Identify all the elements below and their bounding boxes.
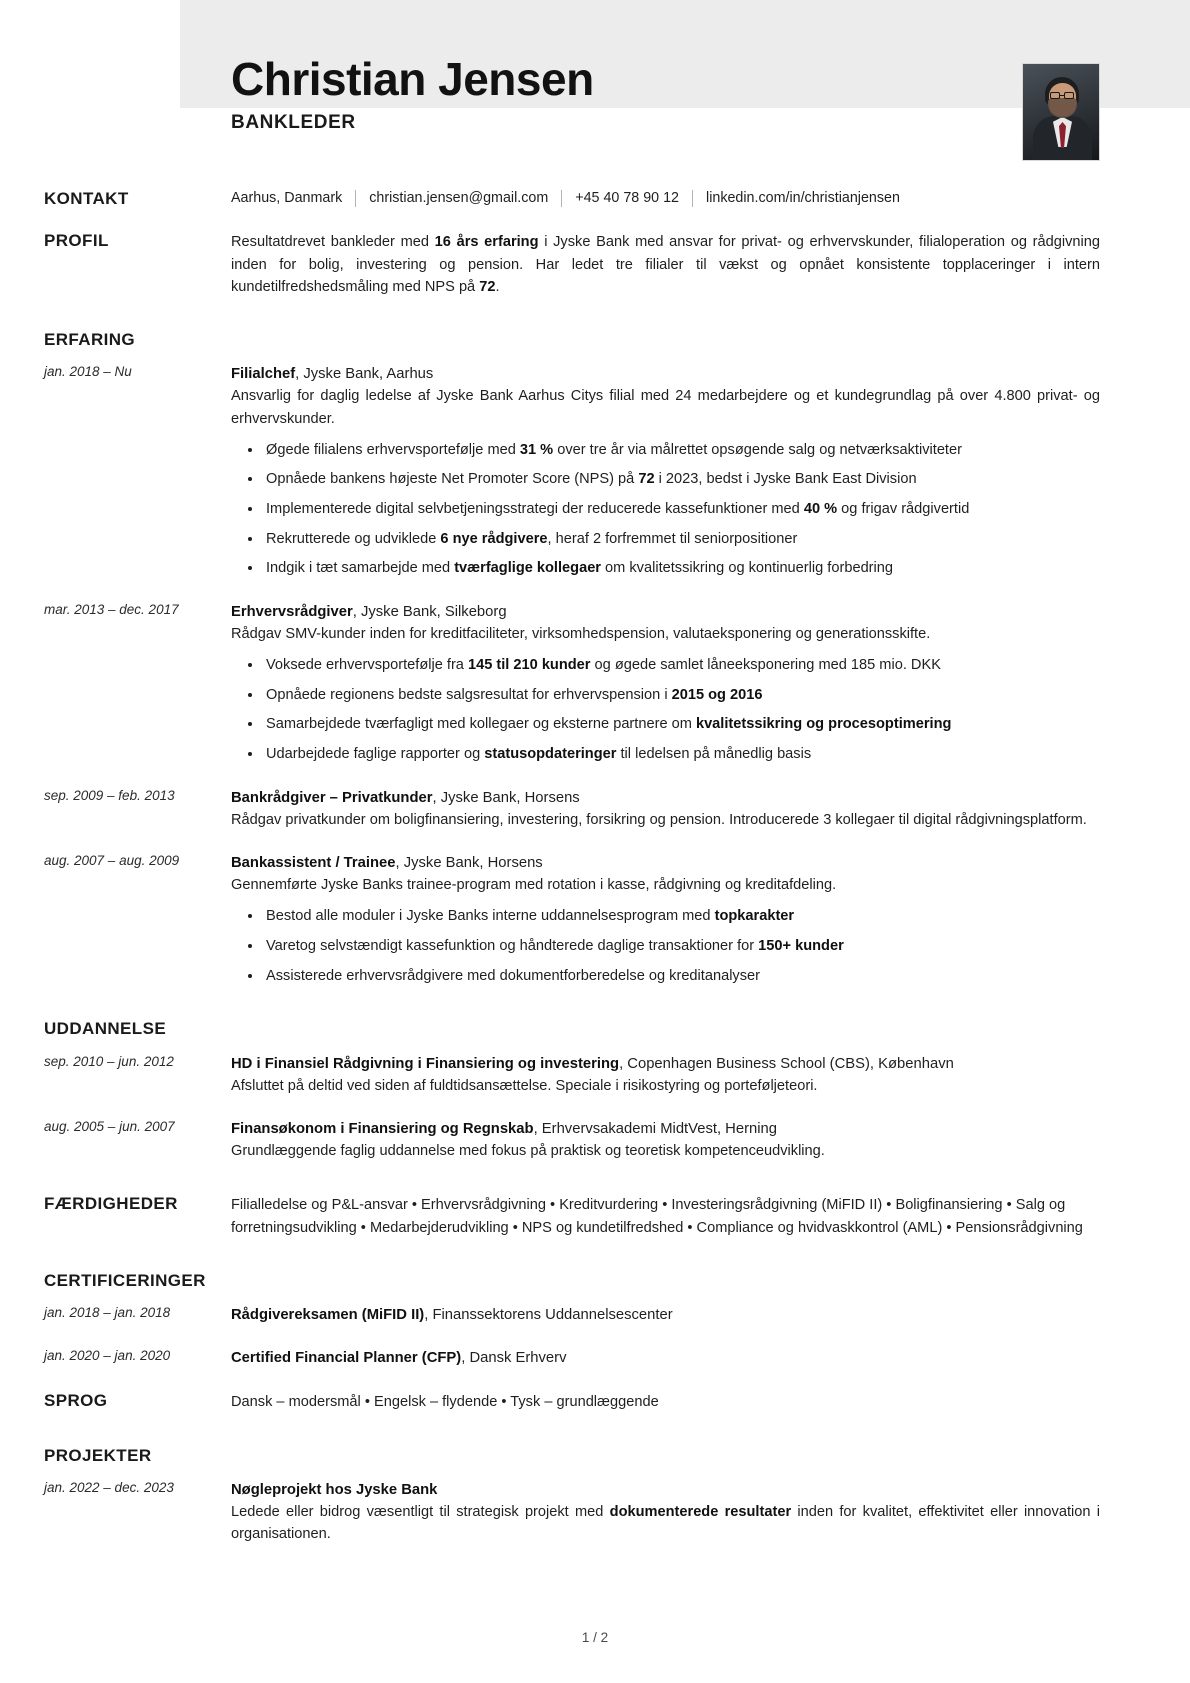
section-sprog	[0, 1391, 1100, 1413]
entry-bullet: Assisterede erhvervsrådgivere med dokumentforberedelse og kreditanalyser	[266, 965, 1100, 988]
entry-bullet: Samarbejdede tværfagligt med kollegaer og eksterne partnere om kvalitetssikring og procesoptimering	[266, 713, 1100, 743]
section-kontakt	[0, 189, 1100, 209]
resume-body	[0, 161, 1190, 1546]
entry-item	[0, 787, 1100, 831]
entry-title: Rådgivereksamen (MiFID II), Finanssektorens Uddannelsescenter	[231, 1307, 673, 1324]
entry-description: Rådgav privatkunder om boligfinansiering, investering, forsikring og pension. Introducerede 3 kollegaer til digital rådgivningsplatform.	[231, 811, 1087, 828]
resume-header	[0, 0, 1190, 161]
entry-description: Afsluttet på deltid ved siden af fuldtidsansættelse. Speciale i risikostyring og porteføljeteori.	[231, 1077, 818, 1094]
contact-location: Aarhus, Danmark	[231, 189, 343, 206]
entry-date: sep. 2010 – jun. 2012	[44, 1053, 174, 1069]
entry-spacer	[0, 1326, 1100, 1347]
entry-bullet-list	[231, 439, 1100, 580]
entry-bullet: Opnåede bankens højeste Net Promoter Score (NPS) på 72 i 2023, bedst i Jyske Bank East Division	[266, 468, 1100, 498]
entry-title: Finansøkonom i Finansiering og Regnskab, Erhvervsakademi MidtVest, Herning	[231, 1120, 777, 1137]
entry-date: aug. 2007 – aug. 2009	[44, 853, 180, 869]
section-label-projekter: PROJEKTER	[44, 1445, 152, 1465]
entry-bullet: Opnåede regionens bedste salgsresultat for erhvervspension i 2015 og 2016	[266, 684, 1100, 714]
education-list	[0, 1053, 1100, 1163]
entry-bullet: Udarbejdede faglige rapporter og statusopdateringer til ledelsen på månedlig basis	[266, 743, 1100, 766]
section-label-certificeringer: CERTIFICERINGER	[44, 1270, 206, 1290]
contact-phone[interactable]: +45 40 78 90 12	[575, 189, 680, 206]
entry-date: jan. 2020 – jan. 2020	[44, 1348, 171, 1364]
entry-item	[0, 1347, 1100, 1369]
skills-text: Filialledelse og P&L-ansvar • Erhvervsrådgivning • Kreditvurdering • Investeringsrådgivning (MiFID II) • Boligfinansiering • Salg og forretningsudvikling • Medarbejderudvikling • NPS og kundetilfredshed • Compliance og hvidvaskkontrol (AML) • Pensionsrådgivning	[231, 1197, 1083, 1236]
entry-title: Nøgleprojekt hos Jyske Bank	[231, 1482, 438, 1498]
entry-item	[0, 852, 1100, 987]
certification-list	[0, 1304, 1100, 1369]
entry-date: aug. 2005 – jun. 2007	[44, 1118, 175, 1134]
entry-title: HD i Finansiel Rådgivning i Finansiering og investering, Copenhagen Business School (CBS), København	[231, 1055, 954, 1072]
entry-bullet: Voksede erhvervsportefølje fra 145 til 210 kunder og øgede samlet låneeksponering med 185 mio. DKK	[266, 654, 1100, 684]
section-erfaring-heading	[0, 330, 1100, 350]
entry-title: Filialchef, Jyske Bank, Aarhus	[231, 366, 434, 383]
section-label-sprog: SPROG	[44, 1391, 108, 1411]
avatar	[1022, 63, 1100, 161]
entry-spacer	[0, 580, 1100, 601]
section-faerdigheder	[0, 1194, 1100, 1238]
languages-text: Dansk – modersmål • Engelsk – flydende • Tysk – grundlæggende	[231, 1394, 659, 1411]
page-title: Christian Jensen	[231, 53, 594, 105]
section-projekter-heading	[0, 1446, 1100, 1466]
contact-linkedin[interactable]: linkedin.com/in/christianjensen	[706, 189, 900, 206]
entry-title: Erhvervsrådgiver, Jyske Bank, Silkeborg	[231, 603, 507, 620]
entry-date: jan. 2018 – jan. 2018	[44, 1305, 171, 1321]
entry-bullet: Rekrutterede og udviklede 6 nye rådgivere, heraf 2 forfremmet til seniorpositioner	[266, 528, 1100, 558]
project-list	[0, 1479, 1100, 1546]
entry-bullet-list	[231, 654, 1100, 765]
entry-description: Ansvarlig for daglig ledelse af Jyske Bank Aarhus Citys filial med 24 medarbejdere og et kundegrundlag på over 4.800 privat- og erhvervskunder.	[231, 388, 1100, 427]
entry-bullet-list	[231, 905, 1100, 987]
entry-date: mar. 2013 – dec. 2017	[44, 601, 179, 617]
entry-item	[0, 363, 1100, 580]
entry-description: Gennemførte Jyske Banks trainee-program med rotation i kasse, rådgivning og kreditafdeling.	[231, 877, 837, 894]
contact-email[interactable]: christian.jensen@gmail.com	[369, 189, 549, 206]
entry-item	[0, 1118, 1100, 1162]
section-label-faerdigheder: FÆRDIGHEDER	[44, 1194, 178, 1214]
entry-description: Rådgav SMV-kunder inden for kreditfaciliteter, virksomhedspension, valutaeksponering og generationsskifte.	[231, 626, 931, 643]
entry-bullet: Varetog selvstændigt kassefunktion og håndterede daglige transaktioner for 150+ kunder	[266, 935, 1100, 965]
header-identity	[231, 55, 594, 134]
entry-date: jan. 2022 – dec. 2023	[44, 1480, 174, 1495]
entry-description: Ledede eller bidrog væsentligt til strategisk projekt med dokumenterede resultater inden for kvalitet, effektivitet eller innovation i organisationen.	[231, 1504, 1100, 1543]
entry-bullet: Øgede filialens erhvervsportefølje med 31 % over tre år via målrettet opsøgende salg og netværksaktiviteter	[266, 439, 1100, 469]
contact-divider	[355, 190, 356, 207]
experience-list	[0, 363, 1100, 987]
entry-item	[0, 1479, 1100, 1546]
entry-title: Bankrådgiver – Privatkunder, Jyske Bank, Horsens	[231, 789, 580, 806]
contact-divider	[692, 190, 693, 207]
section-label-kontakt: KONTAKT	[44, 189, 129, 208]
entry-bullet: Bestod alle moduler i Jyske Banks interne uddannelsesprogram med topkarakter	[266, 905, 1100, 935]
section-profil	[0, 231, 1100, 298]
entry-date: jan. 2018 – Nu	[44, 364, 132, 380]
entry-item	[0, 601, 1100, 766]
page-number: 1 / 2	[581, 1630, 609, 1645]
entry-title: Certified Financial Planner (CFP), Dansk Erhverv	[231, 1350, 567, 1367]
section-label-erfaring: ERFARING	[44, 329, 136, 349]
entry-item	[0, 1053, 1100, 1097]
entry-item	[0, 1304, 1100, 1326]
entry-spacer	[0, 831, 1100, 852]
section-label-profil: PROFIL	[44, 231, 109, 251]
section-label-uddannelse: UDDANNELSE	[44, 1019, 167, 1039]
page-footer	[0, 1630, 1190, 1645]
entry-spacer	[0, 1097, 1100, 1118]
entry-bullet: Implementerede digital selvbetjeningsstrategi der reducerede kassefunktioner med 40 % og frigav rådgivertid	[266, 498, 1100, 528]
entry-description: Grundlæggende faglig uddannelse med fokus på praktisk og teoretisk kompetenceudvikling.	[231, 1143, 825, 1160]
job-title: BANKLEDER	[231, 112, 356, 134]
section-certificeringer-heading	[0, 1271, 1100, 1291]
contact-divider	[561, 190, 562, 207]
entry-spacer	[0, 766, 1100, 787]
entry-date: sep. 2009 – feb. 2013	[44, 787, 175, 803]
entry-title: Bankassistent / Trainee, Jyske Bank, Horsens	[231, 855, 543, 872]
section-uddannelse-heading	[0, 1019, 1100, 1039]
contact-line	[231, 189, 1100, 206]
entry-bullet: Indgik i tæt samarbejde med tværfaglige kollegaer om kvalitetssikring og kontinuerlig forbedring	[266, 557, 1100, 580]
profile-summary: Resultatdrevet bankleder med 16 års erfaring i Jyske Bank med ansvar for privat- og erhvervskunder, filialoperation og rådgivning inden for bolig, investering og pension. Har ledet tre filialer til vækst og opnået konsistente topplaceringer i intern kundetilfredshedsmåling med NPS på 72.	[231, 234, 1100, 295]
